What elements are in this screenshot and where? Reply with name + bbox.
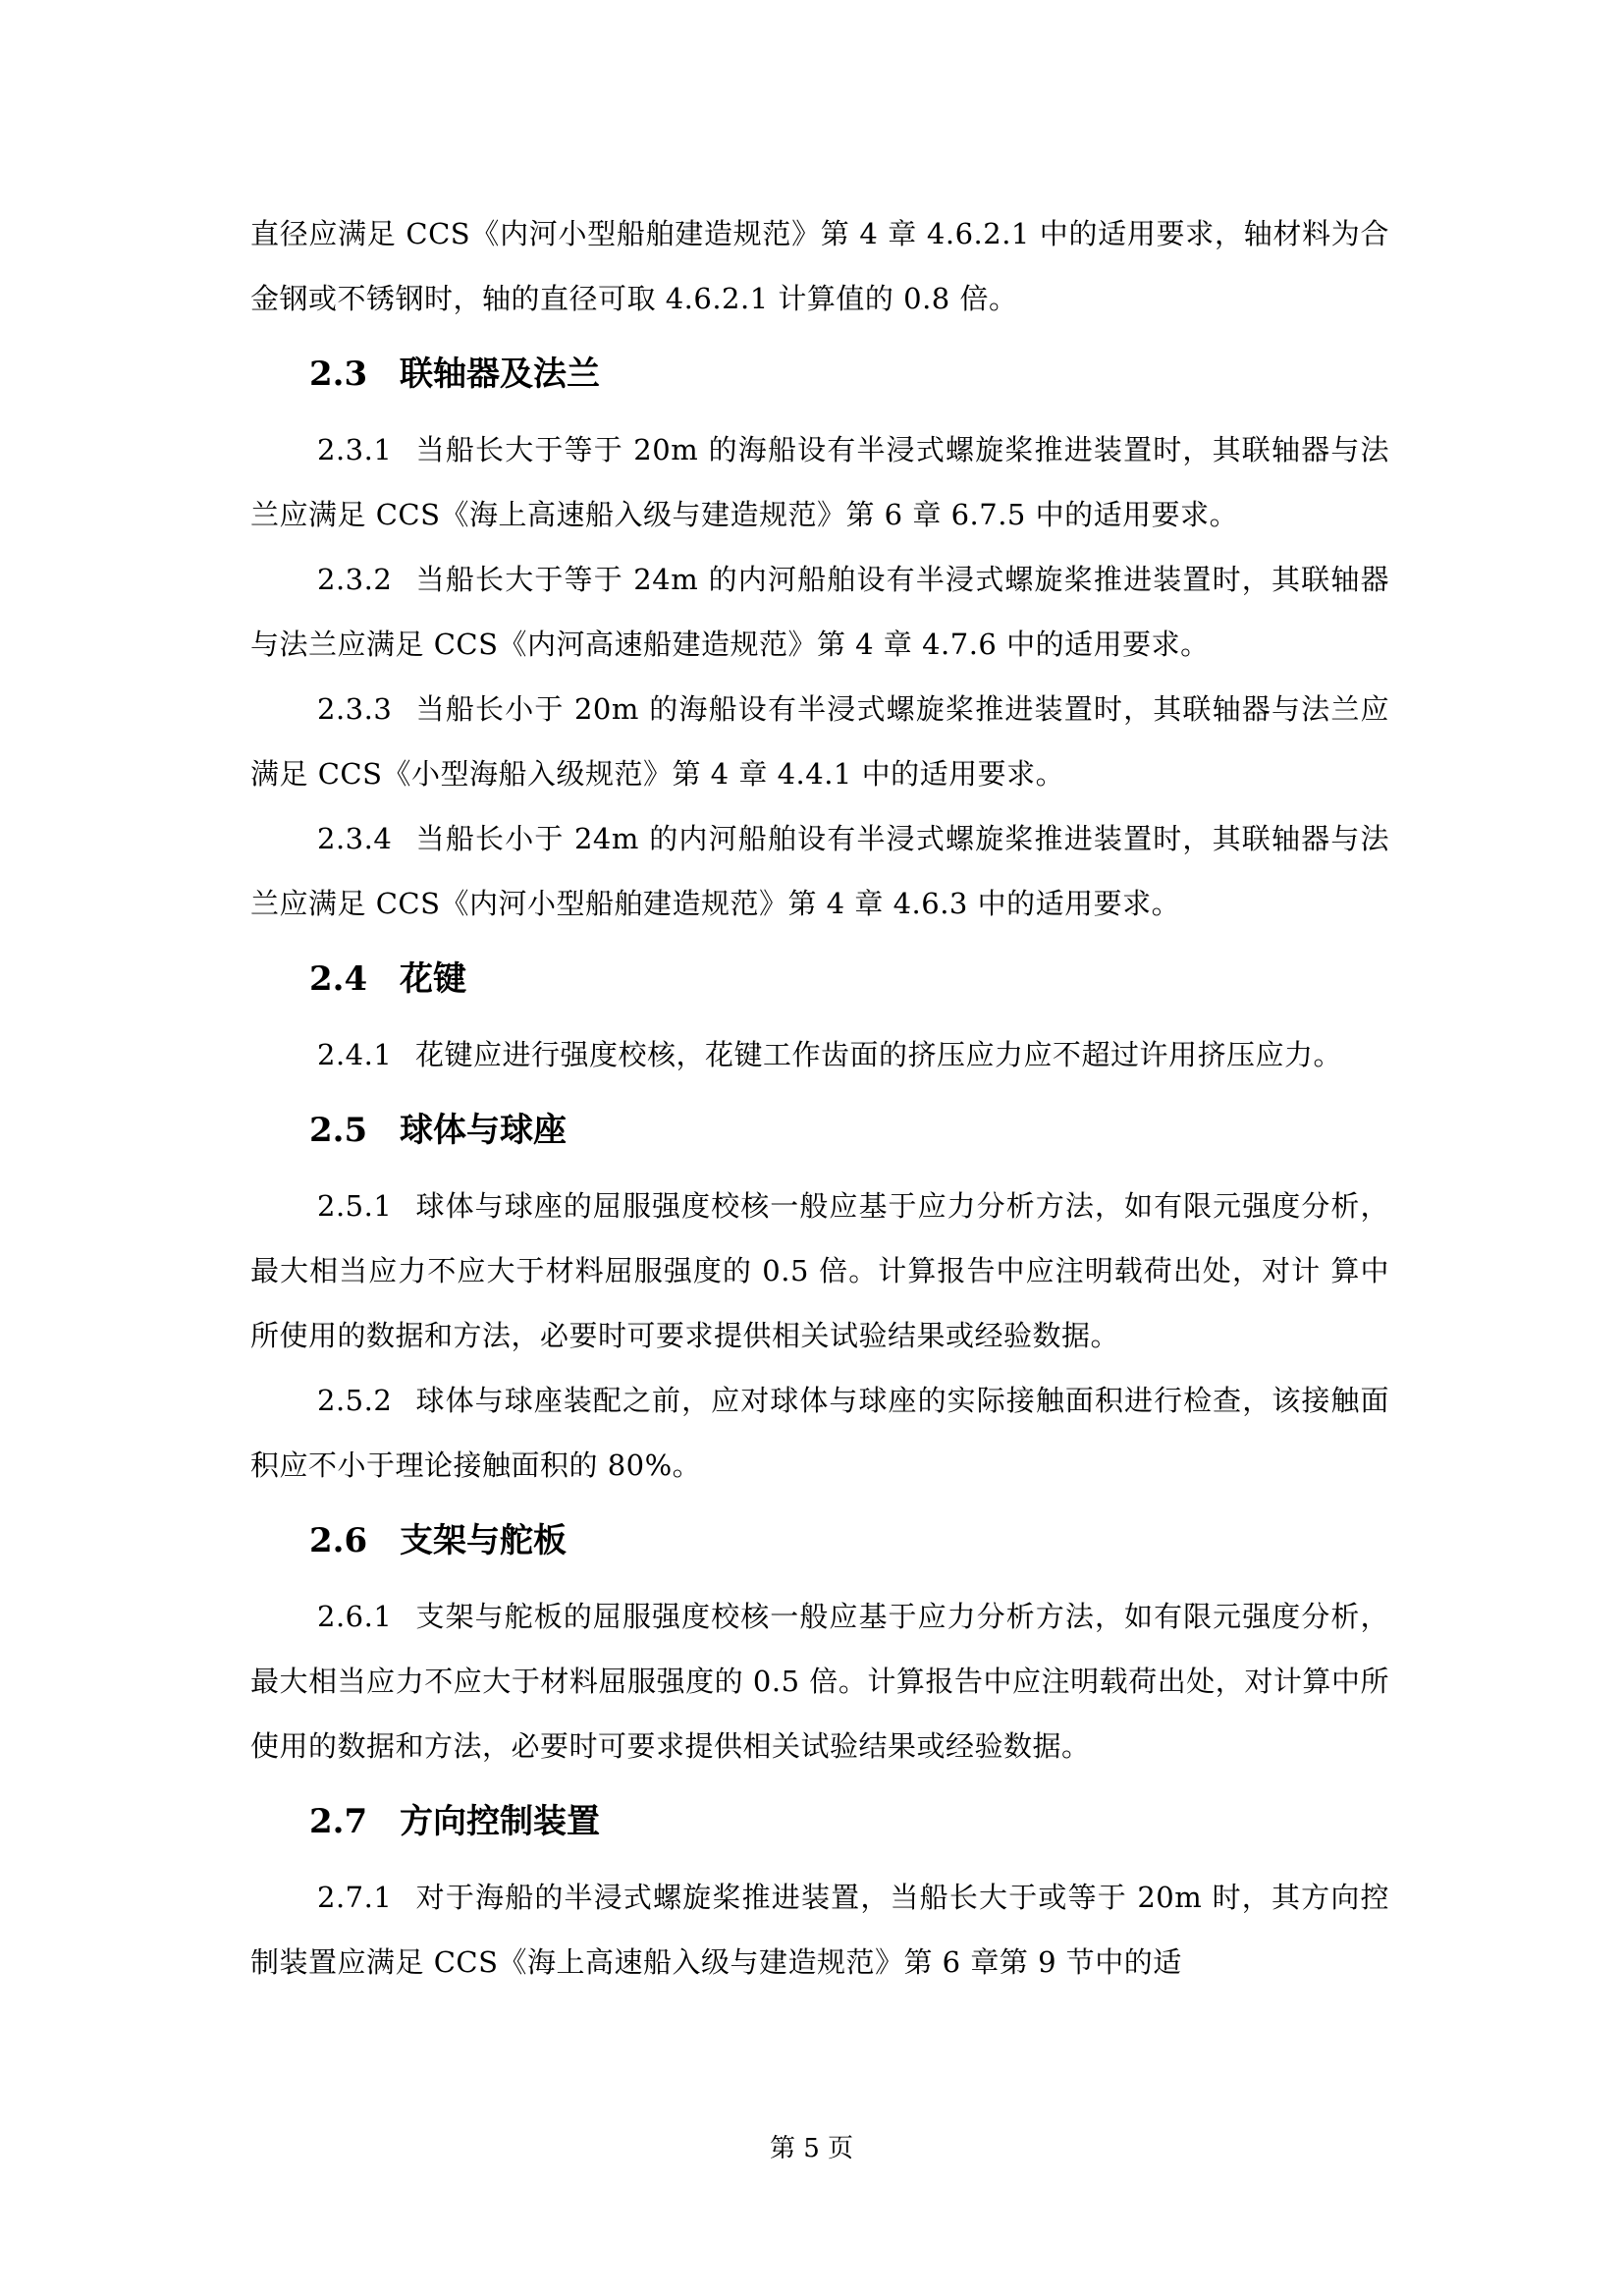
clause-2-4-1: [250, 1022, 1389, 1087]
clause-number: 2.5.1: [317, 1189, 393, 1223]
clause-number: 2.4.1: [317, 1038, 393, 1071]
heading-number: 2.7: [309, 1802, 368, 1841]
clause-2-3-4: [250, 806, 1389, 936]
heading-title: 方向控制装置: [400, 1802, 600, 1841]
clause-2-5-1: [250, 1174, 1389, 1368]
heading-number: 2.5: [309, 1111, 368, 1150]
heading-title: 支架与舵板: [400, 1521, 567, 1560]
heading-number: 2.4: [309, 959, 368, 999]
paragraph-continuation: [250, 201, 1389, 331]
clause-number: 2.6.1: [317, 1600, 393, 1633]
section-heading-2-3: [250, 331, 1389, 417]
clause-2-3-2: [250, 547, 1389, 677]
heading-title: 花键: [400, 959, 466, 999]
clause-text: 当船长大于等于 24m 的内河船舶设有半浸式螺旋桨推进装置时，其联轴器与法兰应满足 CCS《内河高速船建造规范》第 4 章 4.7.6 中的适用要求。: [250, 563, 1389, 661]
section-heading-2-6: [250, 1498, 1389, 1584]
clause-text: 花键应进行强度校核，花键工作齿面的挤压应力应不超过许用挤压应力。: [415, 1038, 1343, 1071]
clause-text: 当船长小于 24m 的内河船舶设有半浸式螺旋桨推进装置时，其联轴器与法兰应满足 CCS《内河小型船舶建造规范》第 4 章 4.6.3 中的适用要求。: [250, 822, 1389, 920]
clause-2-3-1: [250, 417, 1389, 547]
clause-number: 2.3.4: [317, 822, 393, 855]
clause-number: 2.3.2: [317, 563, 393, 596]
clause-number: 2.3.3: [317, 692, 393, 726]
clause-text: 当船长大于等于 20m 的海船设有半浸式螺旋桨推进装置时，其联轴器与法兰应满足 CCS《海上高速船入级与建造规范》第 6 章 6.7.5 中的适用要求。: [250, 433, 1389, 531]
page-body: [250, 201, 1389, 1995]
clause-text: 球体与球座的屈服强度校核一般应基于应力分析方法，如有限元强度分析，最大相当应力不应大于材料屈服强度的 0.5 倍。计算报告中应注明载荷出处，对计 算中所使用的数据和方法，必要时可要求提供相关试验结果或经验数据。: [250, 1189, 1389, 1352]
heading-title: 联轴器及法兰: [400, 355, 600, 394]
section-heading-2-5: [250, 1087, 1389, 1174]
clause-text: 对于海船的半浸式螺旋桨推进装置，当船长大于或等于 20m 时，其方向控制装置应满足 CCS《海上高速船入级与建造规范》第 6 章第 9 节中的适: [250, 1881, 1389, 1979]
section-heading-2-7: [250, 1778, 1389, 1865]
clause-number: 2.5.2: [317, 1384, 393, 1417]
clause-text: 支架与舵板的屈服强度校核一般应基于应力分析方法，如有限元强度分析，最大相当应力不应大于材料屈服强度的 0.5 倍。计算报告中应注明载荷出处，对计算中所使用的数据和方法，必要时可要求提供相关试验结果或经验数据。: [250, 1600, 1389, 1763]
heading-title: 球体与球座: [400, 1111, 567, 1150]
heading-number: 2.6: [309, 1521, 368, 1560]
clause-text: 当船长小于 20m 的海船设有半浸式螺旋桨推进装置时，其联轴器与法兰应满足 CCS《小型海船入级规范》第 4 章 4.4.1 中的适用要求。: [250, 692, 1389, 791]
heading-number: 2.3: [309, 355, 368, 394]
clause-2-3-3: [250, 677, 1389, 806]
page-number-footer: 第 5 页: [769, 2134, 854, 2163]
clause-text: 球体与球座装配之前，应对球体与球座的实际接触面积进行检查，该接触面积应不小于理论接触面积的 80%。: [250, 1384, 1389, 1482]
clause-2-5-2: [250, 1368, 1389, 1498]
clause-2-6-1: [250, 1584, 1389, 1778]
clause-number: 2.3.1: [317, 433, 393, 466]
section-heading-2-4: [250, 936, 1389, 1022]
paragraph-text: 直径应满足 CCS《内河小型船舶建造规范》第 4 章 4.6.2.1 中的适用要求，轴材料为合金钢或不锈钢时，轴的直径可取 4.6.2.1 计算值的 0.8 倍。: [250, 217, 1389, 315]
clause-number: 2.7.1: [317, 1881, 393, 1914]
clause-2-7-1: [250, 1865, 1389, 1995]
